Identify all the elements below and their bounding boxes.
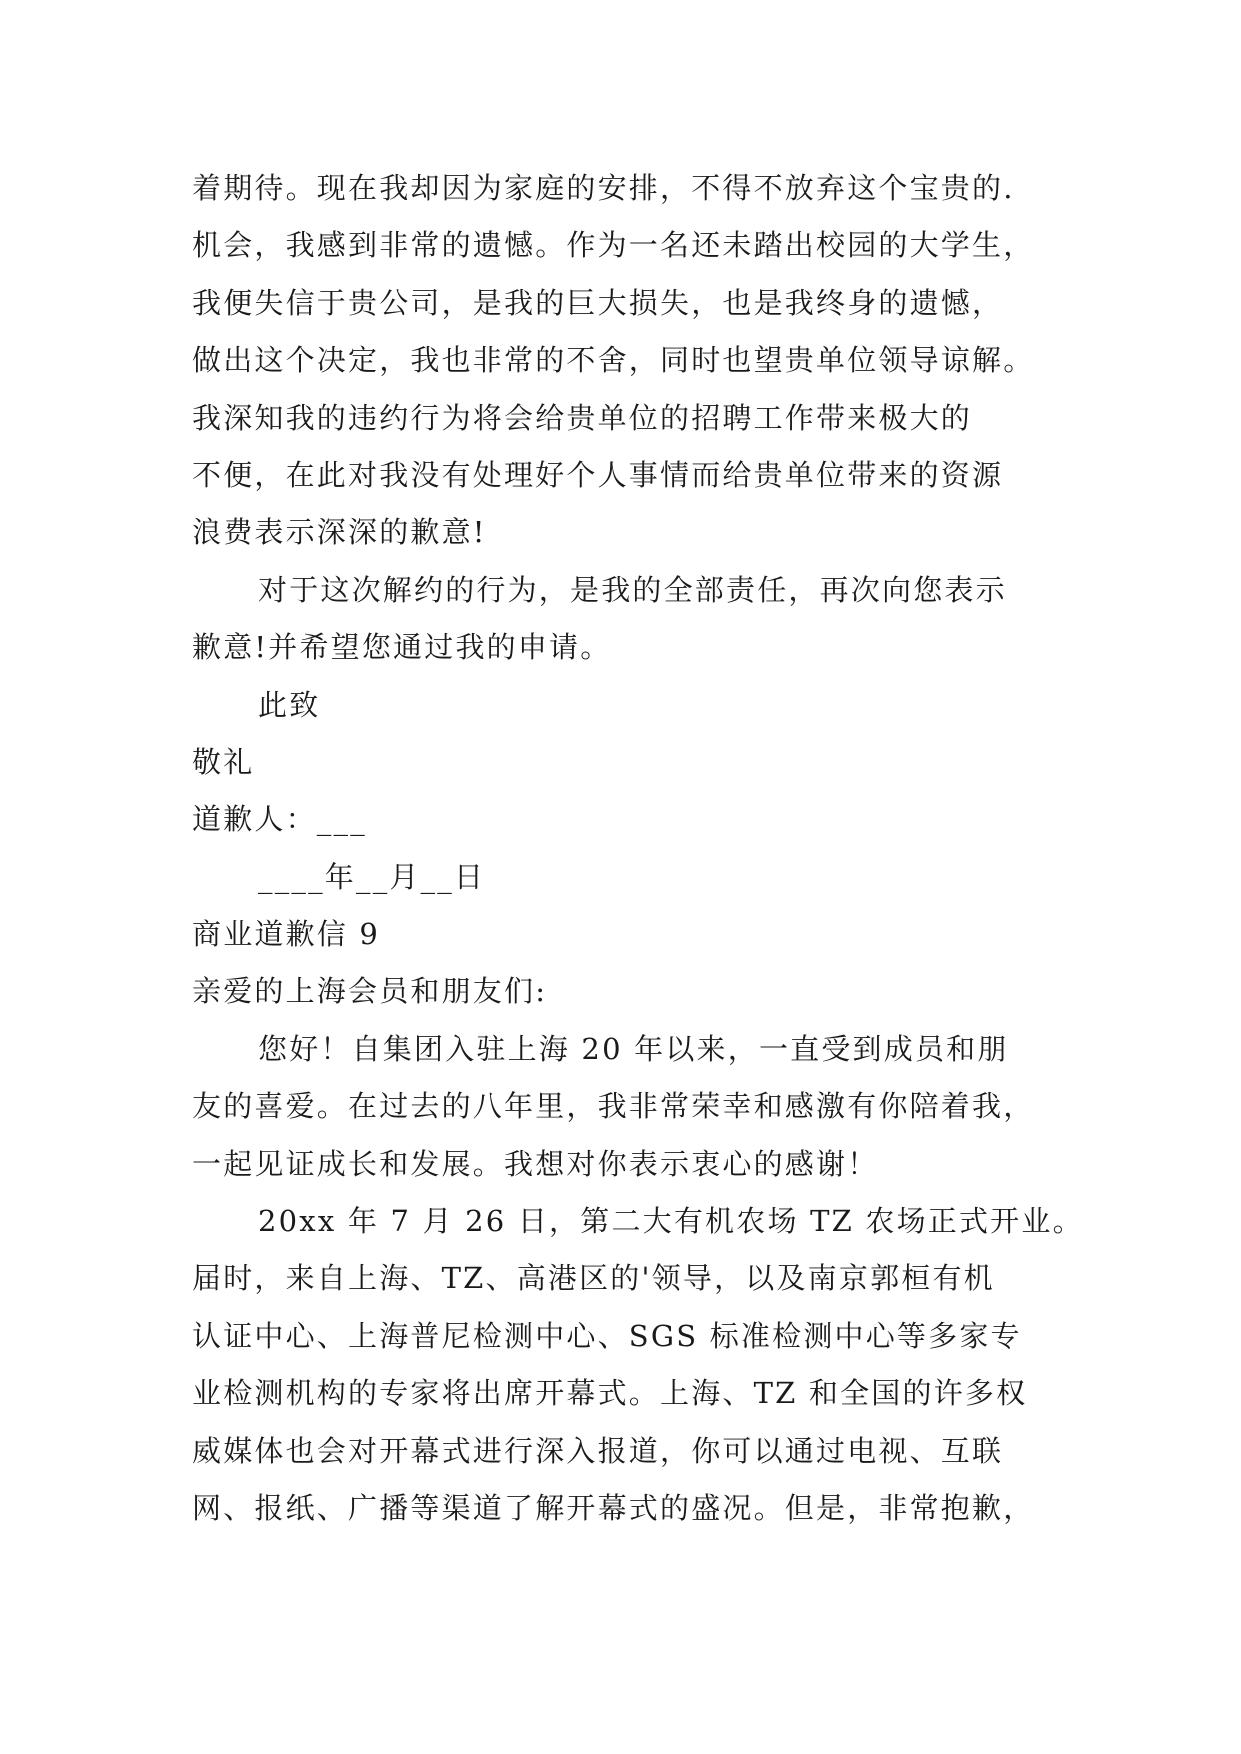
text-line: 我深知我的违约行为将会给贵单位的招聘工作带来极大的 bbox=[192, 400, 973, 435]
text-line: ____年__月__日 bbox=[258, 859, 486, 894]
text-line: 商业道歉信 9 bbox=[192, 917, 381, 952]
text-line: 您好！自集团入驻上海 20 年以来，一直受到成员和朋 bbox=[258, 1031, 1009, 1066]
text-line: 不便，在此对我没有处理好个人事情而给贵单位带来的资源 bbox=[192, 457, 1004, 492]
text-line: 着期待。现在我却因为家庭的安排，不得不放弃这个宝贵的. bbox=[192, 171, 1015, 205]
text-line: 网、报纸、广播等渠道了解开幕式的盛况。但是，非常抱歉， bbox=[192, 1490, 1035, 1525]
text-line: 亲爱的上海会员和朋友们: bbox=[192, 974, 548, 1009]
text-line: 友的喜爱。在过去的八年里，我非常荣幸和感激有你陪着我， bbox=[192, 1089, 1035, 1124]
text-line: 我便失信于贵公司，是我的巨大损失，也是我终身的遗憾， bbox=[192, 285, 1004, 320]
text-line: 威媒体也会对开幕式进行深入报道，你可以通过电视、互联 bbox=[192, 1433, 1004, 1468]
text-line: 敬礼 bbox=[192, 744, 255, 779]
text-line: 认证中心、上海普尼检测中心、SGS 标准检测中心等多家专 bbox=[192, 1318, 1022, 1353]
text-line: 浪费表示深深的歉意! bbox=[192, 515, 487, 550]
text-line: 机会，我感到非常的遗憾。作为一名还未踏出校园的大学生， bbox=[192, 228, 1035, 263]
text-line: 歉意!并希望您通过我的申请。 bbox=[192, 630, 612, 665]
text-line: 此致 bbox=[258, 687, 321, 722]
text-line: 做出这个决定，我也非常的不舍，同时也望贵单位领导谅解。 bbox=[192, 343, 1035, 378]
text-line: 业检测机构的专家将出席开幕式。上海、TZ 和全国的许多权 bbox=[192, 1376, 1028, 1411]
text-line: 20xx 年 7 月 26 日，第二大有机农场 TZ 农场正式开业。 bbox=[258, 1204, 1084, 1239]
letter-body bbox=[192, 160, 1092, 1537]
text-line: 道歉人：___ bbox=[192, 802, 367, 837]
text-line: 届时，来自上海、TZ、高港区的'领导，以及南京郭桓有机 bbox=[192, 1261, 995, 1296]
text-line: 对于这次解约的行为，是我的全部责任，再次向您表示 bbox=[258, 572, 1007, 607]
text-line: 一起见证成长和发展。我想对你表示衷心的感谢！ bbox=[192, 1146, 879, 1181]
